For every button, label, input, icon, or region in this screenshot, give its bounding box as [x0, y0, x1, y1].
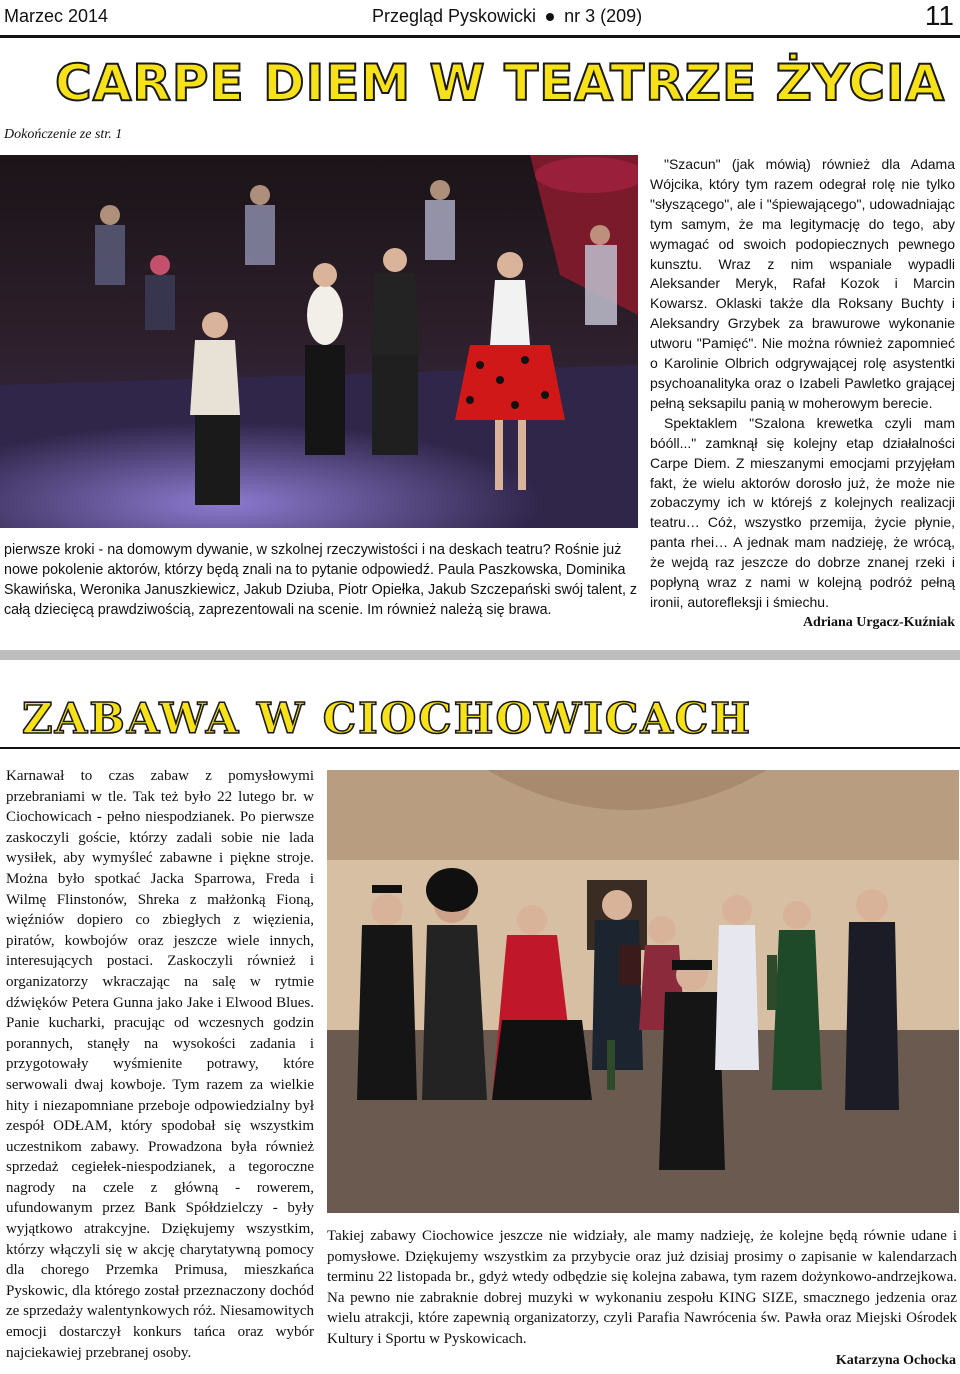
article1-paragraph-2: Spektaklem "Szalona krewetka czyli mam bóóll..." zamknął się kolejny etap działalności Carpe Diem. Z mieszanymi emocjami przyjęłam fakt, że wielu aktorów dorosło już, że może nie zobaczymy ich w którejś z kolejnych realizacji teatru… Cóż, wszystko przemija, życie płynie, panta rhei… A jednak mam nadzieję, że wrócą, że wejdą raz jeszcze do dobrze znanej rzeki i popłyną wraz z nami w kolejną podróż pełną ironii, autorefleksji i śmiechu. [650, 414, 955, 610]
continuation-note: Dokończenie ze str. 1 [4, 127, 123, 142]
section-separator-band [0, 650, 960, 660]
article2-photo-caption: Takiej zabawy Ciochowice jeszcze nie widziały, ale mamy nadzieję, że kolejne będą równie udane i pomysłowe. Dziękujemy wszystkim za przybycie oraz już dzisiaj prosimy o zapisanie w kalendarzach terminu 22 listopada br., gdyż wtedy odbędzie się kolejna zabawa, tym razem dożynkowo-andrzejkowa. Na pewno nie zabraknie dobrej muzyki w wykonaniu zespołu KING SIZE, smacznego jedzenia oraz wielu atrakcji, które zapewnią organizatorzy, czyli Parafia Nawrócenia św. Pawła oraz Miejski Ośrodek Kultury i Sportu w Pyskowicach. [327, 1228, 957, 1347]
issue-number: nr 3 (209) [564, 6, 643, 26]
page-number: 11 [924, 0, 954, 31]
article2-rule [0, 747, 960, 749]
article1-author: Adriana Urgacz-Kuźniak [802, 614, 955, 630]
party-group-photo [327, 770, 959, 1213]
theatre-stage-photo [0, 155, 638, 528]
article2-title: ZABAWA W CIOCHOWICACH [22, 694, 753, 743]
header-rule [0, 35, 960, 38]
publication-name: Przegląd Pyskowicki [372, 6, 537, 26]
article2-author: Katarzyna Ochocka [835, 1353, 956, 1368]
article1-right-column [650, 155, 955, 633]
publication-line [372, 6, 642, 27]
issue-date: Marzec 2014 [4, 6, 109, 26]
article1-photo-caption: pierwsze kroki - na domowym dywanie, w szkolnej rzeczywistości i na deskach teatru? Rośnie już nowe pokolenie aktorów, którzy będą znali na to pytanie odpowiedź. Paula Paszkowska, Dominika Skawińska, Weronika Januszkiewicz, Jakub Dziuba, Piotr Opiełka, Jakub Szczepański swój talent, z całą dziecięcą prawdziwością, zaprezentowali na scenie. Im również należą się brawa. [4, 542, 638, 618]
article1-paragraph-1: "Szacun" (jak mówią) również dla Adama Wójcika, który tym razem odegrał rolę nie tylko "słyszącego", ale i "śpiewającego", udowadniając tym samym, że ma legitymację do tego, aby wymagać od swoich podopiecznych pewnego kunsztu. Wraz z nim wspaniale wypadli Aleksander Meryk, Rafał Kozok i Marcin Kowarsz. Oklaski także dla Roksany Buchty i Aleksandry Grzybek za brawurowe wykonanie utworu "Pamięć". Nie można również zapomnieć o Karolinie Olbrich odgrywającej rolę asystentki psychoanalityka oraz o Izabeli Pawletko grającej pełną seksapilu panią w moherowym berecie. [650, 156, 955, 411]
article1-title: CARPE DIEM W TEATRZE ŻYCIA [55, 54, 946, 112]
bullet-icon [546, 13, 554, 21]
article2-body: Karnawał to czas zabaw z pomysłowymi przebraniami w tle. Tak też było 22 lutego br. w Ciochowicach - pełno niespodzianek. Po pierwsze zaskoczyli goście, którzy zadali sobie nie lada wysiłek, aby wymyśleć zabawne i piękne stroje. Można było spotkać Jacka Sparrowa, Freda i Wilmę Flinstonów, Shreka z małżonką Fioną, więźniów dopiero co zbiegłych z więzienia, piratów, kowbojów oraz jeszcze wiele innych, interesujących postaci. Zaskoczyli również i organizatorzy wkraczając na salę w rytmie dźwięków Petera Gunna jako Jake i Elwood Blues. Panie kucharki, pracując od wczesnych godzin porannych, stanęły na wysokości zadania i przygotowały wyśmienite potrawy, które serwowali dwaj kowboje. Tym razem za wielkie hity i niezapomniane przeboje odpowiedzialny był zespół ODŁAM, który spodobał się wszystkim uczestnikom zabawy. Prowadzona była również sprzedaż cegiełek-niespodzianek, a tegoroczne nagrody na czele z główną - rowerem, ufundowanym przez Bank Spółdzielczy - były wyjątkowo atrakcyjne. Dziękujemy wszystkim, którzy włączyli się w akcję charytatywną pomocy dla chorego Przemka Primusa, mieszkańca Pyskowic, dla którego został przeznaczony dochód ze sprzedaży walentynkowych róż. Niesamowitych emocji dostarczył konkurs tańca oraz wybór najciekawiej przebranej osoby. [6, 768, 314, 1361]
